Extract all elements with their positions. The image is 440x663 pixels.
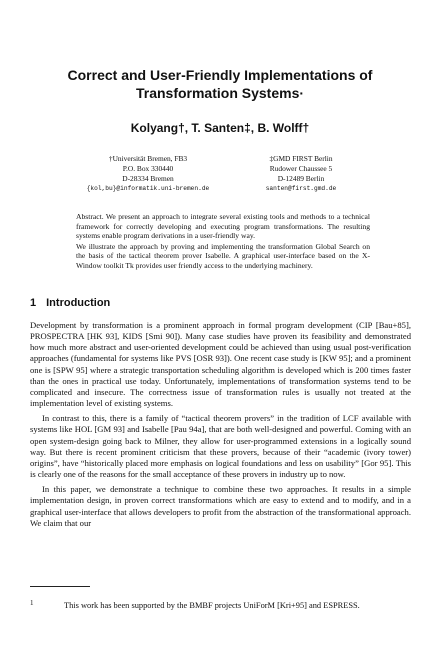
paper-title xyxy=(20,66,420,102)
affiliation-line: Rudower Chaussee 5 xyxy=(269,164,333,173)
body-text xyxy=(30,320,411,533)
section-heading xyxy=(30,297,120,309)
abstract xyxy=(76,212,370,271)
body-paragraph-1: Development by transformation is a prominent approach in formal program development (CIP [Bau+85], PROSPECTRA [HK 93], KIDS [Smi 90]). Many case studies have proven its feasibility and demonstrated how much more abstract and user-oriented development could be achieved than using usual post-verification approaches (fundamental for systems like PVS [OSR 93]). One recent case study is [KW 95]; and a prominent one is [SPW 95] where a strategic transportation scheduling algorithm is developed which is 200 times faster than the ones in practical use today. Unfortunately, implementations of transformation systems tend to be complicated and insecure. The correctness issue of transformation rules is usually not treated at the implementation level of existing systems. xyxy=(30,320,411,409)
affiliation-gmd xyxy=(246,154,356,194)
affiliation-line: ‡GMD FIRST Berlin xyxy=(269,154,333,163)
body-paragraph-2: In contrast to this, there is a family of “tactical theorem provers” in the tradition of LCF available with systems like HOL [GM 93] and Isabelle [Pau 94a], that are both well-designed and powerful. Coming with an open system-design going back to Milner, they allow for user-programmed extensions in a logically sound way. But there is recent prominent criticism that these provers, because of their “academic (ivory tower) origins”, have “historically placed more emphasis on logical foundations and less on usability” [Gor 95]. This is clearly one of the reasons for the small acceptance of these provers in industry up to now. xyxy=(30,413,411,480)
footnote-mark: 1 xyxy=(30,599,34,607)
body-paragraph-3: In this paper, we demonstrate a technique to combine these two approaches. It results in a simple implementation design, in proven correct transformations which are easy to extend and to modify, and in a graphical user-interface that allows developers to profit from the abstraction of the transformational approach. We claim that our xyxy=(30,484,411,528)
affiliation-bremen xyxy=(78,154,218,194)
affiliation-line: †Universität Bremen, FB3 xyxy=(108,154,188,163)
footnote xyxy=(30,600,411,611)
title-line-1: Correct and User-Friendly Implementations of xyxy=(67,67,373,83)
footnote-text: This work has been supported by the BMBF projects UniForM [Kri+95] and ESPRESS. xyxy=(64,601,360,610)
affiliation-line: P.O. Box 330440 xyxy=(122,164,174,173)
affiliation-line: D-28334 Bremen xyxy=(122,174,174,183)
section-title: Introduction xyxy=(46,297,111,309)
section-number: 1 xyxy=(30,297,37,309)
abstract-paragraph-1: Abstract. We present an approach to integrate several existing tools and methods to a technical framework for correctly developing and executing program transformations. The resulting systems enable program derivations in a user-friendly way. xyxy=(76,212,370,241)
affiliation-line: D-12489 Berlin xyxy=(277,174,325,183)
author-list: Kolyang†, T. Santen‡, B. Wolff† xyxy=(130,121,310,135)
footnote-rule xyxy=(30,586,90,587)
title-line-2: Transformation Systems· xyxy=(135,85,305,101)
affiliation-email: {kol,bu}@informatik.uni-bremen.de xyxy=(86,185,210,192)
abstract-paragraph-2: We illustrate the approach by proving and implementing the transformation Global Search on the basis of the tactical theorem prover Isabelle. A graphical user-interface based on the X-Window toolkit Tk provides user friendly access to the underlying machinery. xyxy=(76,241,370,270)
affiliation-email: santen@first.gmd.de xyxy=(265,185,337,192)
